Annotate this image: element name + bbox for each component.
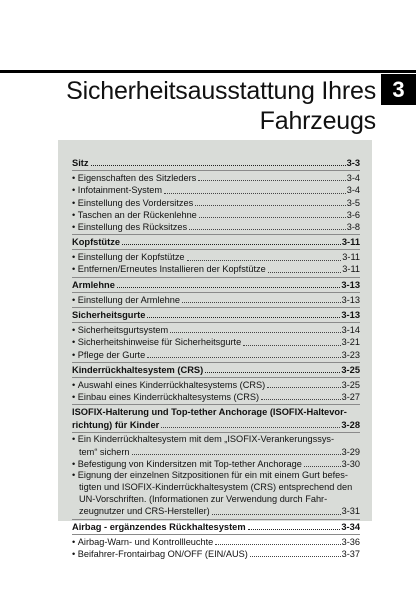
- toc-page-number: 3-28: [341, 419, 360, 430]
- toc-separator: [72, 307, 360, 308]
- toc-item-label: • Einstellung der Kopfstütze: [72, 251, 185, 263]
- toc-page-number: 3-30: [341, 458, 360, 469]
- toc-item[interactable]: [72, 197, 360, 209]
- toc-item[interactable]: [72, 548, 360, 560]
- toc-page-number: 3-36: [341, 536, 360, 547]
- toc-item-seat-suitability[interactable]: [72, 470, 360, 518]
- toc-leader: [304, 466, 341, 467]
- toc-main-list: [72, 157, 360, 403]
- toc-separator: [72, 234, 360, 235]
- toc-leader: [117, 287, 341, 288]
- toc-heading[interactable]: [72, 279, 360, 291]
- toc-page-number: 3-11: [341, 237, 360, 248]
- toc-page-number: 3-13: [341, 294, 360, 305]
- toc-separator: [72, 432, 360, 433]
- toc-item-top-tether[interactable]: [72, 458, 360, 470]
- toc-leader: [198, 180, 345, 181]
- toc-leader: [147, 317, 340, 318]
- toc-page-number: 3-4: [346, 173, 360, 184]
- toc-item[interactable]: [72, 251, 360, 263]
- toc-page-number: 3-11: [342, 264, 360, 275]
- toc-item[interactable]: [72, 536, 360, 548]
- toc-heading-label: Kinderrückhaltesystem (CRS): [72, 364, 204, 375]
- toc-page-number: 3-27: [341, 392, 360, 403]
- toc-page-number: 3-8: [346, 221, 360, 232]
- toc-heading-isofix[interactable]: [72, 406, 360, 430]
- toc-page-number: 3-25: [341, 379, 360, 390]
- toc-item-label: • Einbau eines Kinderrückhaltesystems (CRS): [72, 391, 259, 403]
- toc-page-number: 3-11: [342, 252, 360, 263]
- toc-item[interactable]: [72, 379, 360, 391]
- toc-airbag-list: [72, 519, 360, 561]
- toc-item-text-line: tigten und ISOFIX-Kinderrückhaltesystem (CRS) entsprechend den: [79, 481, 353, 492]
- toc-item-isofix-anchor[interactable]: [72, 434, 360, 458]
- toc-separator: [72, 534, 360, 535]
- toc-leader: [147, 357, 340, 358]
- toc-leader: [250, 556, 341, 557]
- toc-heading-label: Airbag - ergänzendes Rückhaltesystem: [72, 521, 246, 532]
- toc-heading-isofix-line1: ISOFIX-Halterung und Top-tether Anchorage (ISOFIX-Haltevor-: [72, 407, 347, 418]
- toc-leader: [91, 165, 346, 166]
- toc-heading[interactable]: [72, 309, 360, 321]
- toc-leader: [199, 217, 346, 218]
- top-rule: [0, 70, 416, 73]
- toc-leader: [189, 229, 346, 230]
- toc-page-number: 3-31: [341, 506, 360, 517]
- toc-item-label: • Einstellung des Vordersitzes: [72, 197, 193, 209]
- toc-heading-label: Kopfstütze: [72, 237, 121, 248]
- toc-heading-label: Sicherheitsgurte: [72, 310, 146, 321]
- toc-item[interactable]: [72, 172, 360, 184]
- toc-separator: [72, 362, 360, 363]
- toc-page-number: 3-37: [341, 548, 360, 559]
- toc-separator: [72, 377, 360, 378]
- toc-item-text-line: • Eignung der einzelnen Sitzpositionen für ein mit einem Gurt befes-: [72, 470, 348, 481]
- toc-leader: [122, 244, 341, 245]
- toc-page-number: 3-29: [341, 446, 360, 457]
- toc-item-label: • Einstellung der Armlehne: [72, 294, 180, 306]
- toc-leader: [161, 427, 340, 428]
- toc-separator: [72, 292, 360, 293]
- toc-leader: [164, 193, 346, 194]
- toc-item[interactable]: [72, 336, 360, 348]
- toc-item-text-line: UN-Vorschriften. (Informationen zur Verwendung durch Fahr-: [79, 493, 328, 504]
- toc-item-text-line: • Ein Kinderrückhaltesystem mit dem „ISOFIX-Verankerungssys-: [72, 433, 335, 444]
- toc-heading[interactable]: [72, 364, 360, 376]
- toc-heading-label: Sitz: [72, 157, 89, 168]
- toc-heading[interactable]: [72, 157, 360, 169]
- toc-item[interactable]: [72, 349, 360, 361]
- toc-leader: [212, 514, 341, 515]
- toc-leader: [132, 454, 341, 455]
- toc-leader: [267, 387, 340, 388]
- toc-item[interactable]: [72, 294, 360, 306]
- toc-item-label: • Sicherheitshinweise für Sicherheitsgurte: [72, 336, 241, 348]
- toc-separator: [72, 404, 360, 405]
- toc-item[interactable]: [72, 221, 360, 233]
- toc-leader: [187, 260, 342, 261]
- toc-leader: [215, 544, 340, 545]
- toc-leader: [268, 272, 342, 273]
- toc-leader: [205, 372, 340, 373]
- toc-leader: [195, 205, 346, 206]
- toc-item-label: • Eigenschaften des Sitzleders: [72, 172, 196, 184]
- toc-page-number: 3-34: [341, 521, 360, 532]
- toc-leader: [182, 302, 341, 303]
- toc-page-number: 3-13: [341, 279, 360, 290]
- toc-page-number: 3-3: [346, 157, 360, 168]
- toc-leader: [261, 399, 341, 400]
- toc-separator: [72, 249, 360, 250]
- toc-item-label: • Auswahl eines Kinderrückhaltesystems (CRS): [72, 379, 265, 391]
- toc-item-label: • Airbag-Warn- und Kontrollleuchte: [72, 536, 213, 548]
- toc-separator: [72, 322, 360, 323]
- toc-page-number: 3-5: [346, 197, 360, 208]
- toc-item-text-line: tem“ sichern: [79, 446, 130, 457]
- toc-page-number: 3-23: [341, 349, 360, 360]
- toc-item-text-line: zeugnutzer und CRS-Hersteller): [79, 506, 210, 517]
- toc-item-label: • Pflege der Gurte: [72, 349, 145, 361]
- toc-heading-label: Armlehne: [72, 279, 115, 290]
- toc-leader: [248, 529, 341, 530]
- table-of-contents: [72, 156, 360, 560]
- toc-page-number: 3-14: [341, 325, 360, 336]
- chapter-title-line2: Fahrzeugs: [259, 107, 376, 135]
- toc-item[interactable]: [72, 184, 360, 196]
- toc-page-number: 3-4: [346, 185, 360, 196]
- toc-separator: [72, 170, 360, 171]
- toc-leader: [243, 345, 340, 346]
- toc-item-label: • Entfernen/Erneutes Installieren der Kopfstütze: [72, 263, 266, 275]
- toc-item[interactable]: [72, 209, 360, 221]
- toc-item-label: • Infotainment-System: [72, 184, 162, 196]
- toc-page-number: 3-25: [341, 364, 360, 375]
- toc-leader: [170, 332, 340, 333]
- toc-page-number: 3-6: [346, 209, 360, 220]
- toc-item[interactable]: [72, 264, 360, 276]
- toc-item-label: • Taschen an der Rückenlehne: [72, 209, 197, 221]
- toc-item-label: • Einstellung des Rücksitzes: [72, 221, 187, 233]
- toc-separator: [72, 277, 360, 278]
- toc-page-number: 3-13: [341, 310, 360, 321]
- chapter-number-badge: 3: [381, 74, 416, 105]
- toc-heading[interactable]: [72, 236, 360, 248]
- toc-item-label: • Sicherheitsgurtsystem: [72, 324, 168, 336]
- toc-separator: [72, 519, 360, 520]
- chapter-title-line1: Sicherheitsausstattung Ihres: [66, 77, 376, 105]
- toc-item[interactable]: [72, 391, 360, 403]
- toc-heading-isofix-line2: richtung) für Kinder: [72, 419, 160, 430]
- toc-item-text-line: • Befestigung von Kindersitzen mit Top-tether Anchorage: [72, 458, 302, 470]
- toc-item-label: • Beifahrer-Frontairbag ON/OFF (EIN/AUS): [72, 548, 248, 560]
- toc-heading[interactable]: [72, 521, 360, 533]
- toc-page-number: 3-21: [341, 337, 360, 348]
- chapter-title: [36, 76, 376, 136]
- toc-item[interactable]: [72, 324, 360, 336]
